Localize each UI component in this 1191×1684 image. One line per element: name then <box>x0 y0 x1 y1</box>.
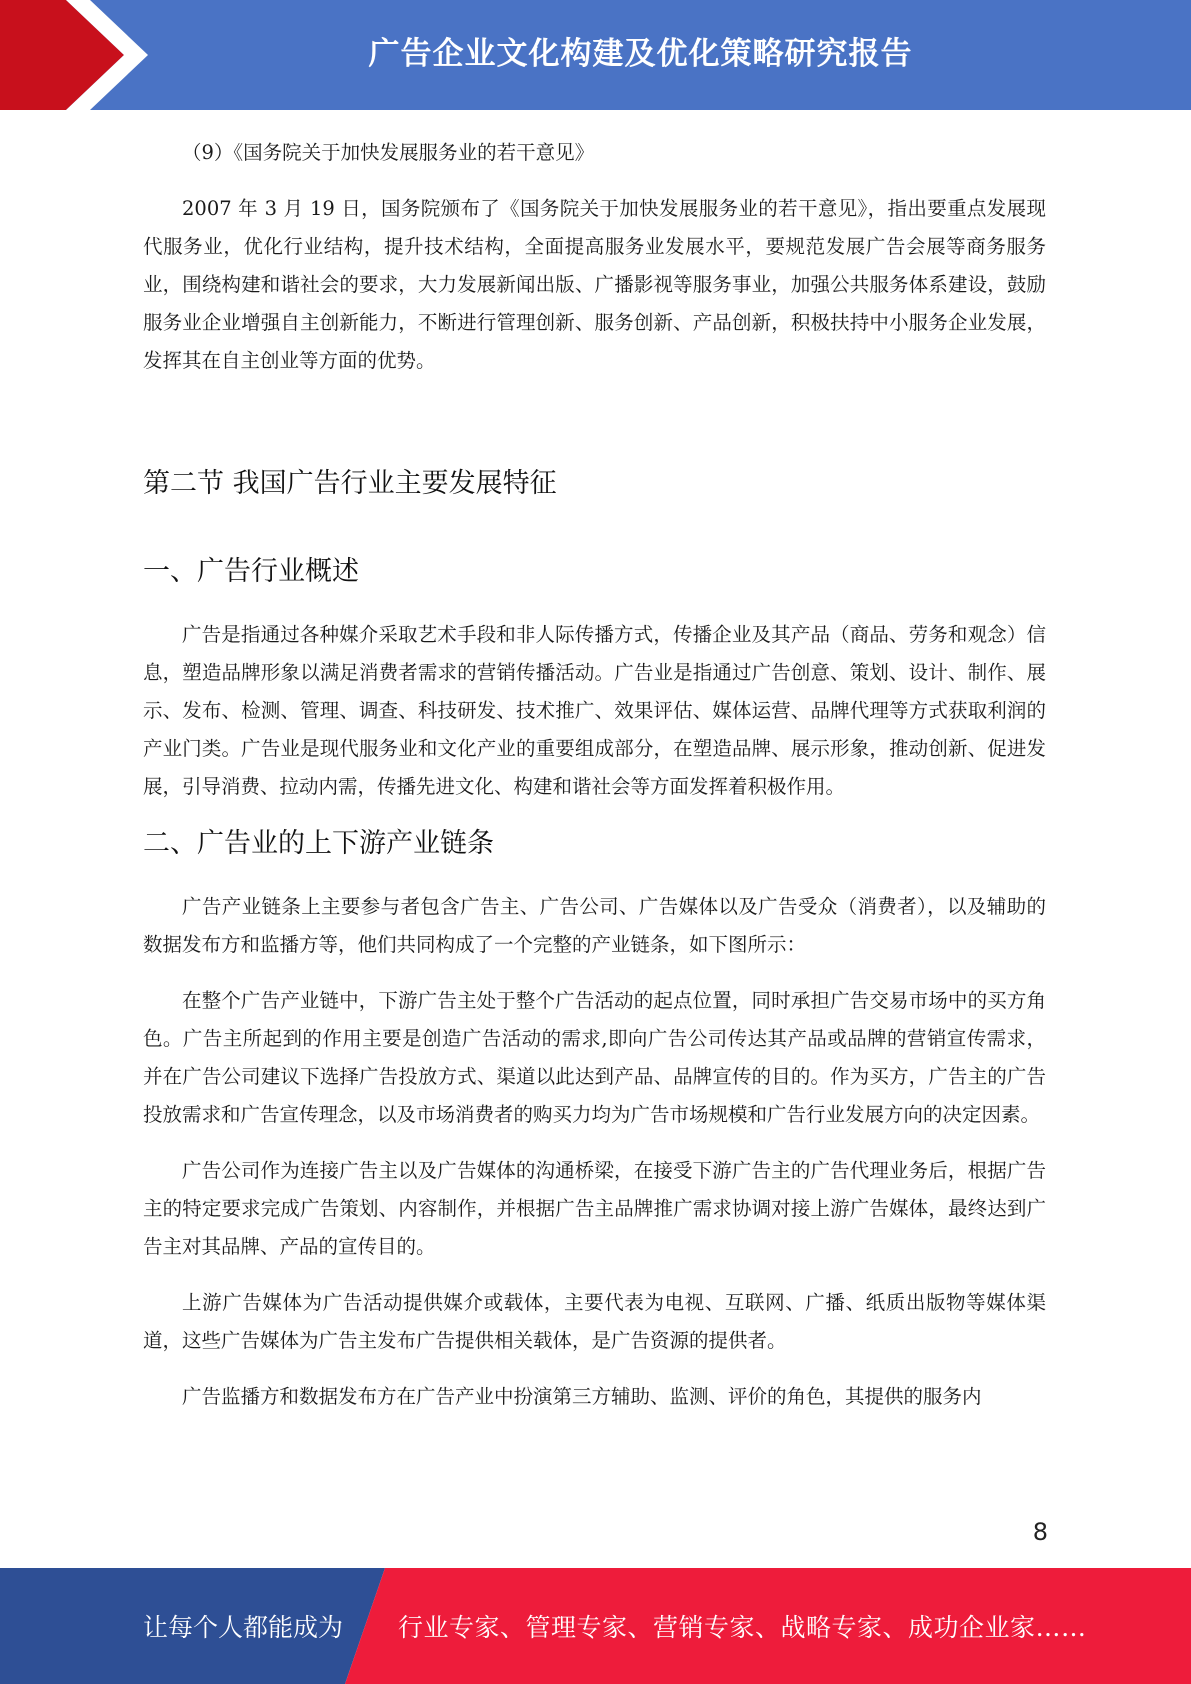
subsection-1-paragraph: 广告是指通过各种媒介采取艺术手段和非人际传播方式，传播企业及其产品（商品、劳务和观念）信息，塑造品牌形象以满足消费者需求的营销传播活动。广告业是指通过广告创意、策划、设计、制作、展示、发布、检测、管理、调查、科技研发、技术推广、效果评估、媒体运营、品牌代理等方式获取利润的产业门类。广告业是现代服务业和文化产业的重要组成部分，在塑造品牌、展示形象，推动创新、促进发展，引导消费、拉动内需，传播先进文化、构建和谐社会等方面发挥着积极作用。 <box>143 623 1046 798</box>
document-title: 广告企业文化构建及优化策略研究报告 <box>368 35 913 72</box>
subsection-2-heading: 二、广告业的上下游产业链条 <box>143 828 494 859</box>
page-content <box>143 130 1046 1416</box>
subsection-2-paragraph: 上游广告媒体为广告活动提供媒介或载体，主要代表为电视、互联网、广播、纸质出版物等媒体渠道，这些广告媒体为广告主发布广告提供相关载体，是广告资源的提供者。 <box>143 1291 1046 1352</box>
item-9-paragraph: 2007 年 3 月 19 日，国务院颁布了《国务院关于加快发展服务业的若干意见》，指出要重点发展现代服务业，优化行业结构，提升技术结构，全面提高服务业发展水平，要规范发展广告会展等商务服务业，围绕构建和谐社会的要求，大力发展新闻出版、广播影视等服务事业，加强公共服务体系建设，鼓励服务业企业增强自主创新能力，不断进行管理创新、服务创新、产品创新，积极扶持中小服务企业发展，发挥其在自主创业等方面的优势。 <box>143 197 1046 372</box>
page-number: 8 <box>1032 1518 1048 1546</box>
footer-slogan-left: 让每个人都能成为 <box>143 1613 344 1642</box>
header-arrow-decoration <box>0 0 240 110</box>
section-heading: 第二节 我国广告行业主要发展特征 <box>143 468 557 499</box>
subsection-2-paragraph: 广告监播方和数据发布方在广告产业中扮演第三方辅助、监测、评价的角色，其提供的服务内 <box>182 1385 982 1408</box>
footer-slogan-right: 行业专家、管理专家、营销专家、战略专家、成功企业家…… <box>398 1613 1087 1642</box>
subsection-2-paragraph: 广告公司作为连接广告主以及广告媒体的沟通桥梁，在接受下游广告主的广告代理业务后，根据广告主的特定要求完成广告策划、内容制作，并根据广告主品牌推广需求协调对接上游广告媒体，最终达到广告主对其品牌、产品的宣传目的。 <box>143 1159 1046 1258</box>
item-9-title: （9）《国务院关于加快发展服务业的若干意见》 <box>182 141 595 164</box>
subsection-2-paragraph: 广告产业链条上主要参与者包含广告主、广告公司、广告媒体以及广告受众（消费者），以及辅助的数据发布方和监播方等，他们共同构成了一个完整的产业链条，如下图所示： <box>143 895 1046 956</box>
page-header <box>0 0 1191 110</box>
subsection-2-paragraph: 在整个广告产业链中，下游广告主处于整个广告活动的起点位置，同时承担广告交易市场中的买方角色。广告主所起到的作用主要是创造广告活动的需求,即向广告公司传达其产品或品牌的营销宣传需求，并在广告公司建议下选择广告投放方式、渠道以此达到产品、品牌宣传的目的。作为买方，广告主的广告投放需求和广告宣传理念，以及市场消费者的购买力均为广告市场规模和广告行业发展方向的决定因素。 <box>143 989 1046 1126</box>
page-footer <box>0 1568 1191 1684</box>
subsection-1-heading: 一、广告行业概述 <box>143 556 359 587</box>
